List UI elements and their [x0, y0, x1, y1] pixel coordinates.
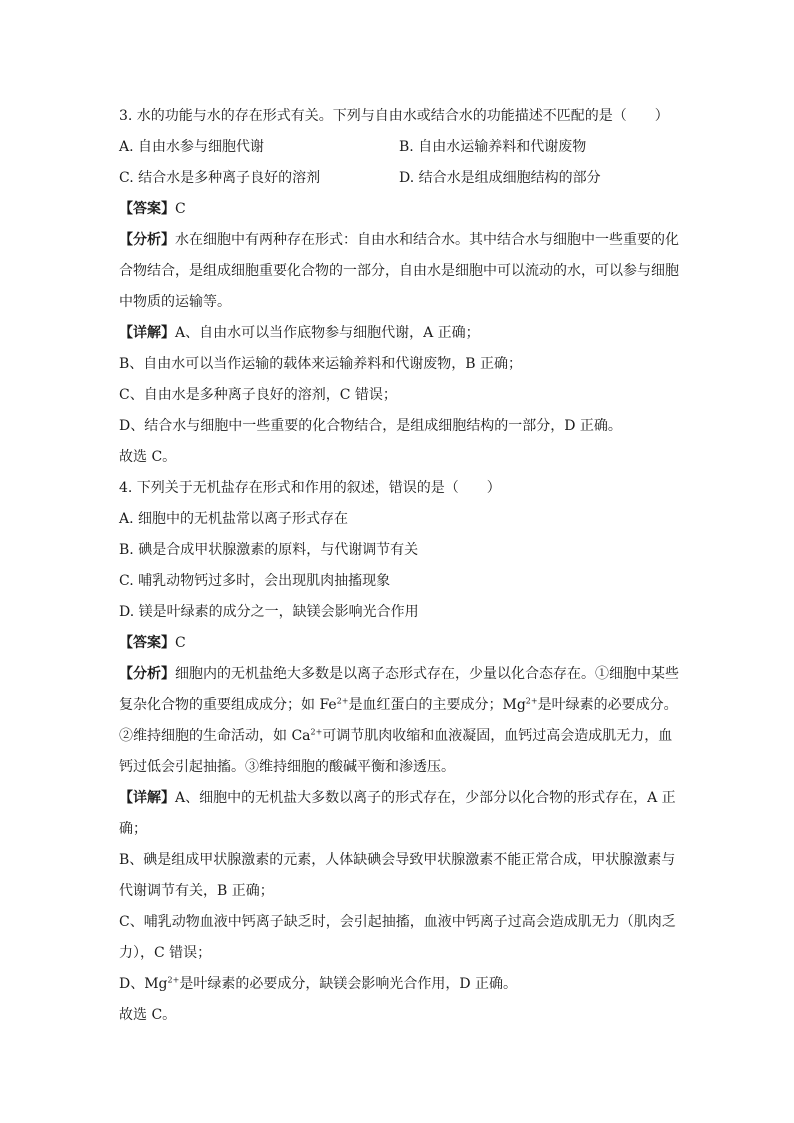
detail-text: A、细胞中的无机盐大多数以离子的形式存在，少部分以化合物的形式存在，A 正确； — [119, 790, 676, 837]
question-4-option-a: A. 细胞中的无机盐常以离子形式存在 — [119, 511, 349, 527]
detail-text: A、自由水可以当作底物参与细胞代谢，A 正确； — [175, 325, 480, 341]
question-3-option-c: C. 结合水是多种离子良好的溶剂 — [119, 170, 321, 186]
analysis-label: 【分析】 — [119, 232, 175, 248]
question-4-option-d: D. 镁是叶绿素的成分之一，缺镁会影响光合作用 — [119, 604, 419, 620]
detail-label: 【详解】 — [119, 325, 175, 341]
answer-value: C — [175, 635, 186, 651]
question-4-detail-d — [119, 969, 679, 1000]
question-4-conclusion: 故选 C。 — [119, 1007, 177, 1023]
analysis-text-2: 是血红蛋白的主要成分；Mg — [348, 697, 526, 713]
question-3-detail-a — [119, 318, 679, 349]
superscript: 2+ — [525, 696, 538, 706]
analysis-text: 水在细胞中有两种存在形式：自由水和结合水。其中结合水与细胞中一些重要的化合物结合，是组成细胞重要化合物的一部分，自由水是细胞中可以流动的水，可以参与细胞中物质的运输等。 — [119, 232, 679, 310]
superscript: 2+ — [310, 727, 323, 737]
question-3-analysis — [119, 225, 679, 318]
answer-label: 【答案】 — [119, 635, 175, 651]
analysis-label: 【分析】 — [119, 666, 175, 682]
question-3-option-a: A. 自由水参与细胞代谢 — [119, 139, 265, 155]
answer-label: 【答案】 — [119, 201, 175, 217]
question-3-options-row-2 — [119, 163, 679, 194]
answer-value: C — [175, 201, 186, 217]
question-3-option-b: B. 自由水运输养料和代谢废物 — [399, 139, 587, 155]
analysis-text-1: 细胞内的无机盐绝大多数是以离子态形式存在，少量以化合态存在。①细胞中某些复杂化合物的重要组成成分；如 Fe — [119, 666, 679, 713]
question-3-stem: 3. 水的功能与水的存在形式有关。下列与自由水或结合水的功能描述不匹配的是（ ） — [119, 108, 669, 124]
analysis-text-4: 可调节肌肉收缩和血液凝固，血钙过高会造成肌无力，血钙过低会引起抽搐。③维持细胞的酸碱平衡和渗透压。 — [119, 728, 673, 775]
analysis-text-3: 是叶绿素的必要成分。②维持细胞的生命活动，如 Ca — [119, 697, 678, 744]
question-4-analysis — [119, 659, 679, 783]
question-4-option-c: C. 哺乳动物钙过多时，会出现肌肉抽搐现象 — [119, 573, 391, 589]
question-3-options-row-1 — [119, 132, 679, 163]
question-4-detail-b: B、碘是组成甲状腺激素的元素，人体缺碘会导致甲状腺激素不能正常合成，甲状腺激素与代谢调节有关，B 正确； — [119, 852, 676, 899]
superscript: 2+ — [336, 696, 349, 706]
question-3-detail-c: C、自由水是多种离子良好的溶剂，C 错误； — [119, 387, 397, 403]
question-4-option-b: B. 碘是合成甲状腺激素的原料，与代谢调节有关 — [119, 542, 419, 558]
question-3-answer — [119, 194, 679, 225]
question-3-conclusion: 故选 C。 — [119, 449, 177, 465]
question-4-detail-a — [119, 783, 679, 845]
detail-text-pre: D、Mg — [119, 976, 168, 992]
question-3-detail-d: D、结合水与细胞中一些重要的化合物结合，是组成细胞结构的一部分，D 正确。 — [119, 418, 622, 434]
question-3-option-d: D. 结合水是组成细胞结构的部分 — [399, 170, 601, 186]
question-4-answer — [119, 628, 679, 659]
question-4-stem: 4. 下列关于无机盐存在形式和作用的叙述，错误的是（ ） — [119, 480, 501, 496]
question-3-detail-b: B、自由水可以当作运输的载体来运输养料和代谢废物，B 正确； — [119, 356, 523, 372]
document-page — [119, 101, 679, 1031]
detail-text-post: 是叶绿素的必要成分，缺镁会影响光合作用，D 正确。 — [179, 976, 518, 992]
detail-label: 【详解】 — [119, 790, 175, 806]
superscript: 2+ — [167, 975, 180, 985]
question-4-detail-c: C、哺乳动物血液中钙离子缺乏时，会引起抽搐，血液中钙离子过高会造成肌无力（肌肉乏力），C 错误； — [119, 914, 676, 961]
